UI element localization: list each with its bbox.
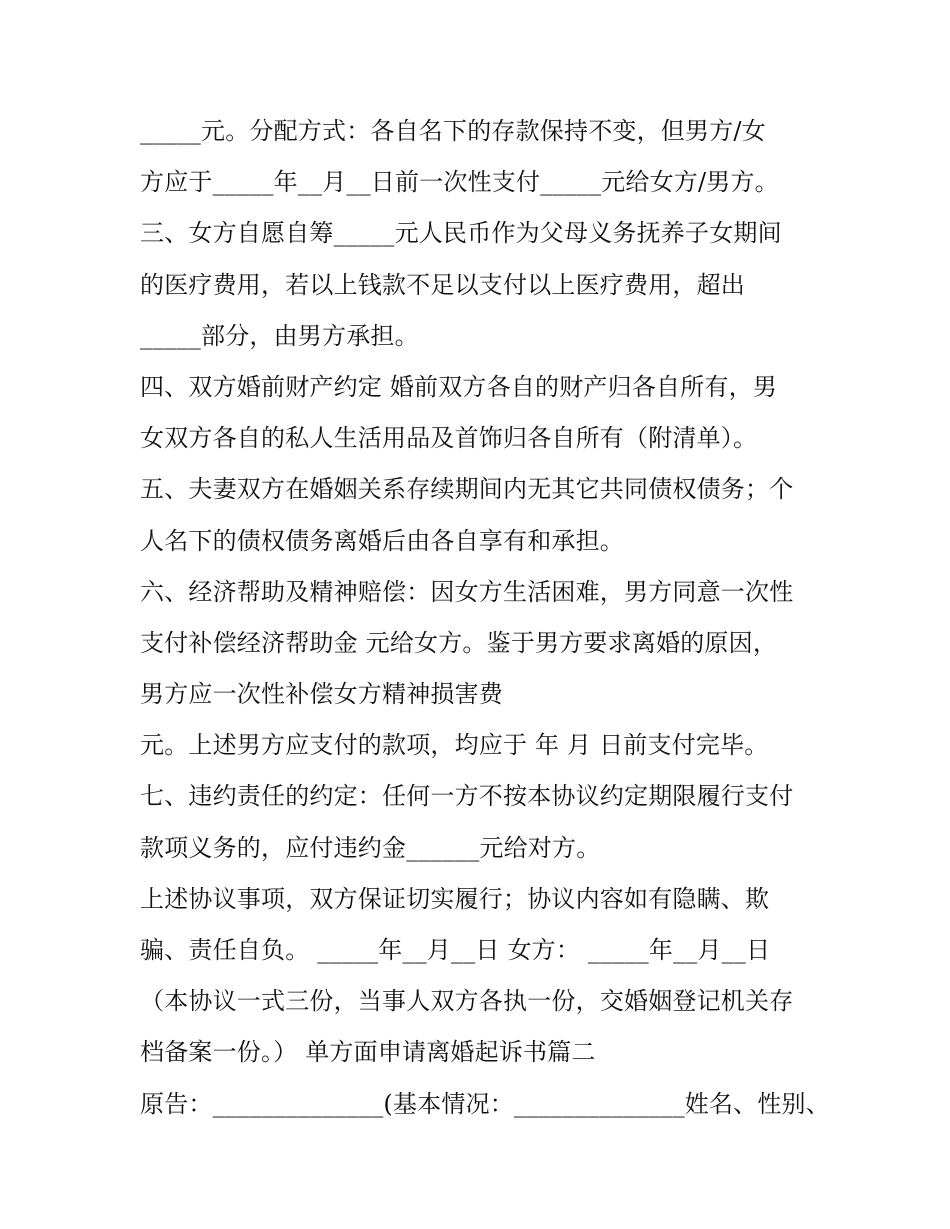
text-line-8: 五、夫妻双方在婚姻关系存续期间内无其它共同债权债务；个 bbox=[140, 475, 794, 504]
text-line-1: _____元。分配方式：各自名下的存款保持不变，但男方/女 bbox=[140, 117, 766, 145]
document-body bbox=[140, 106, 830, 1130]
text-line-12: 男方应一次性补偿女方精神损害费 bbox=[140, 680, 503, 709]
text-line-16: 上述协议事项，双方保证切实履行；协议内容如有隐瞒、欺 bbox=[140, 884, 770, 913]
text-line-3: 三、女方自愿自筹_____元人民币作为父母义务抚养子女期间 bbox=[140, 219, 782, 248]
text-line-13: 元。上述男方应支付的款项，均应于 年 月 日前支付完毕。 bbox=[140, 731, 769, 760]
text-line-19: 档备案一份。） 单方面申请离婚起诉书篇二 bbox=[140, 1038, 596, 1067]
text-line-5: _____部分，由男方承担。 bbox=[140, 321, 419, 350]
text-line-20: 原告：______________(基本情况：______________姓名、性别、 bbox=[140, 1089, 830, 1118]
text-line-18: （本协议一式三份，当事人双方各执一份，交婚姻登记机关存 bbox=[140, 987, 794, 1016]
text-line-4: 的医疗费用，若以上钱款不足以支付以上医疗费用，超出 bbox=[140, 270, 745, 299]
text-line-17: 骗、责任自负。 _____年__月__日 女方： _____年__月__日 bbox=[140, 936, 771, 964]
text-line-10: 六、经济帮助及精神赔偿：因女方生活困难，男方同意一次性 bbox=[140, 577, 794, 606]
text-line-15: 款项义务的，应付违约金______元给对方。 bbox=[140, 833, 601, 862]
text-line-9: 人名下的债权债务离婚后由各自享有和承担。 bbox=[140, 526, 624, 555]
text-line-7: 女双方各自的私人生活用品及首饰归各自所有（附清单）。 bbox=[140, 424, 758, 453]
text-line-2: 方应于_____年__月__日前一次性支付_____元给女方/男方。 bbox=[140, 168, 779, 197]
text-line-6: 四、双方婚前财产约定 婚前双方各自的财产归各自所有，男 bbox=[140, 372, 778, 401]
text-line-14: 七、违约责任的约定：任何一方不按本协议约定期限履行支付 bbox=[140, 782, 794, 811]
text-line-11: 支付补偿经济帮助金 元给女方。鉴于男方要求离婚的原因， bbox=[140, 628, 778, 657]
